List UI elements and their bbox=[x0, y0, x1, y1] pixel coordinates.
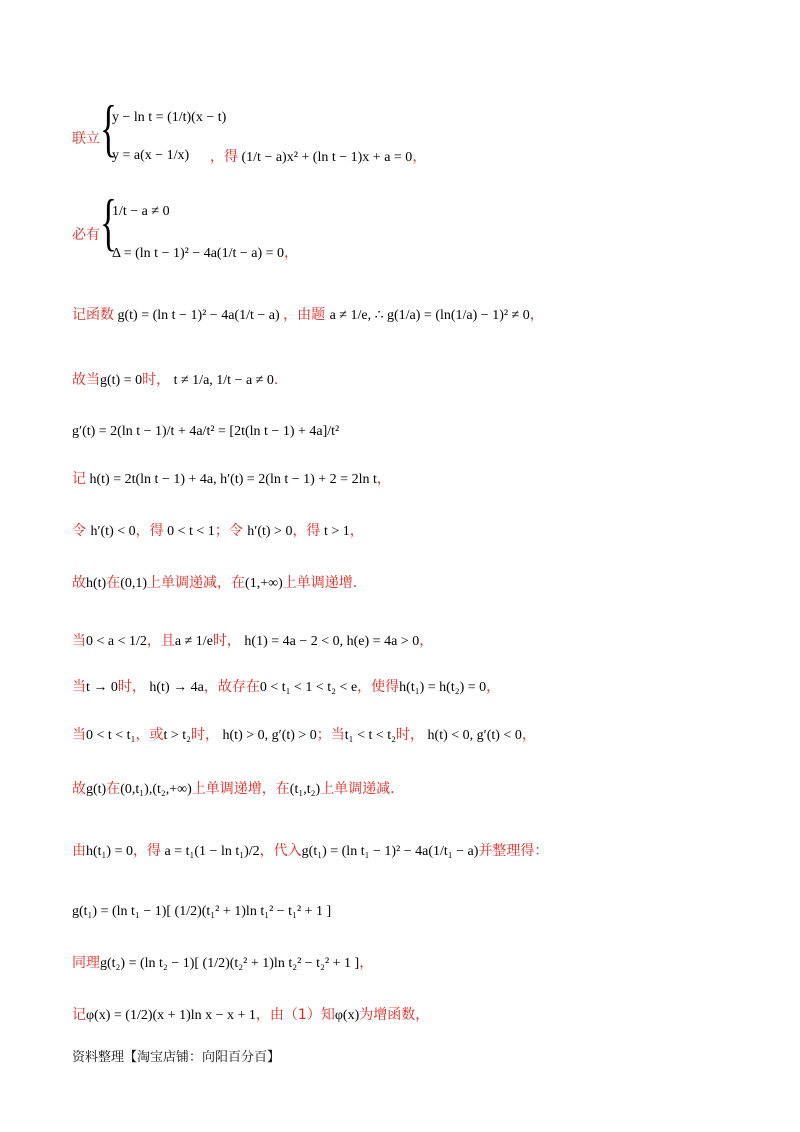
line-text-segment: ，使得 bbox=[357, 679, 400, 695]
math-expression: g(t) = (ln t − 1)² − 4a(1/t − a) bbox=[114, 308, 284, 323]
line-text-segment: ，由题 bbox=[283, 307, 330, 323]
line-text-segment: 时， bbox=[191, 727, 220, 743]
math-expression: y − ln t = (1/t)(x − t) bbox=[112, 110, 227, 125]
math-expression: φ(x) = (1/2)(x + 1)ln x − x + 1 bbox=[86, 1008, 256, 1023]
math-expression: h(t) → 4a bbox=[145, 680, 204, 695]
math-expression: g(t) bbox=[86, 782, 107, 797]
line-text-segment: 上单调递减，在 bbox=[147, 575, 246, 591]
line-text-segment: 记 bbox=[72, 1007, 86, 1023]
line-text-segment: 上单调递减. bbox=[320, 781, 395, 797]
equation-line bbox=[72, 422, 339, 440]
equation-line bbox=[112, 146, 189, 164]
text-line bbox=[72, 676, 500, 696]
line-text-segment: 当 bbox=[72, 633, 86, 649]
line-text-segment: 时， bbox=[396, 727, 425, 743]
math-expression: (0,t₁),(t₂,+∞) bbox=[120, 782, 192, 797]
line-text-segment: 为增函数， bbox=[359, 1007, 430, 1023]
line-text-segment: ， bbox=[376, 471, 391, 487]
math-expression: h(1) = 4a − 2 < 0, h(e) = 4a > 0 bbox=[240, 634, 420, 649]
text-line bbox=[210, 146, 426, 166]
math-expression: h(t) bbox=[86, 576, 107, 591]
line-text-segment: ，代入 bbox=[259, 843, 302, 859]
line-text-segment: ， bbox=[521, 727, 536, 743]
footer-source-note: 资料整理【淘宝店铺：向阳百分百】 bbox=[72, 1050, 281, 1065]
line-text-segment: . bbox=[273, 372, 279, 388]
math-expression: 0 < t < 1 bbox=[163, 524, 215, 539]
math-expression: h′(t) < 0 bbox=[90, 524, 136, 539]
line-text-segment: 上单调递增. bbox=[282, 575, 358, 591]
line-text-segment: 令 bbox=[72, 523, 91, 539]
line-text-segment: 当 bbox=[72, 727, 86, 743]
line-text-segment: 联立 bbox=[72, 131, 100, 147]
text-line bbox=[72, 572, 357, 592]
line-text-segment: 在 bbox=[106, 781, 121, 797]
line-text-segment: ， bbox=[419, 633, 434, 649]
math-expression: y = a(x − 1/x) bbox=[112, 148, 190, 163]
line-text-segment: ，且 bbox=[146, 633, 175, 649]
math-expression: t₁ < t < t₂ bbox=[344, 728, 397, 743]
system-brace-1: { bbox=[100, 92, 117, 163]
math-expression: h(t₁) = h(t₂) = 0 bbox=[399, 680, 487, 695]
text-line bbox=[72, 369, 278, 389]
equation-line bbox=[72, 902, 331, 920]
math-expression: 0 < a < 1/2 bbox=[86, 634, 147, 649]
math-expression: a ≠ 1/e, ∴ g(1/a) = (ln(1/a) − 1)² ≠ 0 bbox=[329, 308, 530, 323]
line-text-segment: 记函数 bbox=[72, 307, 114, 323]
math-expression: 0 < t < t₁ bbox=[86, 728, 136, 743]
line-text-segment: ， bbox=[486, 679, 501, 695]
math-expression: h′(t) > 0 bbox=[247, 524, 293, 539]
text-line bbox=[72, 724, 536, 744]
math-expression: t ≠ 1/a, 1/t − a ≠ 0 bbox=[170, 373, 274, 388]
math-expression: (t₁,t₂) bbox=[289, 782, 321, 797]
text-line bbox=[72, 778, 395, 798]
text-line bbox=[72, 630, 433, 650]
math-expression: g(t₁) = (ln t₁ − 1)[ (1/2)(t₁² + 1)ln t₁² − t₁² + 1 ] bbox=[72, 904, 332, 919]
math-expression: t > 1 bbox=[320, 524, 350, 539]
text-line bbox=[72, 304, 544, 324]
math-expression: (1/t − a)x² + (ln t − 1)x + a = 0 bbox=[238, 150, 413, 165]
text-line bbox=[72, 952, 373, 972]
math-expression: h(t) < 0, g′(t) < 0 bbox=[424, 728, 522, 743]
line-text-segment: ，得 bbox=[133, 843, 161, 859]
math-expression: a = t₁(1 − ln t₁)/2 bbox=[161, 844, 260, 859]
line-text-segment: ；令 bbox=[214, 523, 248, 539]
line-text-segment: 上单调递增，在 bbox=[191, 781, 290, 797]
line-text-segment: ， bbox=[359, 955, 374, 971]
line-text-segment: 时， bbox=[142, 372, 171, 388]
math-expression: g(t₁) = (ln t₁ − 1)² − 4a(1/t₁ − a) bbox=[301, 844, 479, 859]
text-line bbox=[72, 840, 548, 860]
line-text-segment: ，故存在 bbox=[203, 679, 260, 695]
math-expression: 1/t − a ≠ 0 bbox=[112, 204, 170, 219]
math-expression: Δ = (ln t − 1)² − 4a(1/t − a) = 0 bbox=[112, 246, 285, 261]
math-expression: (0,1) bbox=[120, 576, 148, 591]
line-text-segment: 必有 bbox=[72, 227, 100, 243]
equation-line bbox=[112, 242, 298, 262]
math-expression: g(t₂) = (ln t₂ − 1)[ (1/2)(t₂² + 1)ln t₂² − t₂² + 1 ] bbox=[100, 956, 360, 971]
line-text-segment: ， bbox=[284, 245, 299, 261]
line-text-segment: ， bbox=[412, 149, 427, 165]
math-expression: t > t₂ bbox=[163, 728, 192, 743]
line-text-segment: 故 bbox=[72, 781, 86, 797]
system-brace-2: { bbox=[100, 186, 117, 257]
line-text-segment: ， bbox=[529, 307, 544, 323]
line-text-segment: 当 bbox=[72, 679, 86, 695]
math-expression: t → 0 bbox=[86, 680, 118, 695]
line-text-segment: 记 bbox=[72, 471, 86, 487]
math-expression: 0 < t₁ < 1 < t₂ < e bbox=[259, 680, 358, 695]
line-text-segment: ，得 bbox=[135, 523, 164, 539]
line-text-segment: ，得 bbox=[292, 523, 321, 539]
math-expression: a ≠ 1/e bbox=[174, 634, 213, 649]
math-expression: g(t) = 0 bbox=[100, 373, 143, 388]
line-text-segment: ，或 bbox=[135, 727, 164, 743]
line-text-segment: 时， bbox=[117, 679, 146, 695]
line-text-segment: 故当 bbox=[72, 372, 100, 388]
math-expression: h(t) = 2t(ln t − 1) + 4a, h′(t) = 2(ln t − 1) + 2 = 2ln t bbox=[86, 472, 377, 487]
equation-line bbox=[112, 108, 226, 126]
line-text-segment: ，由（1）知 bbox=[255, 1007, 335, 1023]
math-expression: h(t) > 0, g′(t) > 0 bbox=[219, 728, 317, 743]
line-text-segment: 并整理得： bbox=[478, 843, 549, 859]
math-expression: φ(x) bbox=[334, 1008, 360, 1023]
line-text-segment: 故 bbox=[72, 575, 86, 591]
math-expression: (1,+∞) bbox=[245, 576, 283, 591]
line-text-segment: ， bbox=[349, 523, 364, 539]
text-line bbox=[72, 520, 364, 540]
line-text-segment: 在 bbox=[106, 575, 121, 591]
text-line bbox=[72, 128, 100, 148]
text-line bbox=[72, 1004, 429, 1024]
line-text-segment: 同理 bbox=[72, 955, 100, 971]
line-text-segment: 时， bbox=[212, 633, 241, 649]
equation-line bbox=[112, 202, 170, 220]
math-expression: g′(t) = 2(ln t − 1)/t + 4a/t² = [2t(ln t − 1) + 4a]/t² bbox=[72, 424, 340, 439]
text-line bbox=[72, 224, 100, 244]
math-expression: h(t₁) = 0 bbox=[86, 844, 133, 859]
line-text-segment: ，得 bbox=[210, 149, 238, 165]
text-line bbox=[72, 468, 391, 488]
line-text-segment: ；当 bbox=[316, 727, 345, 743]
line-text-segment: 由 bbox=[72, 843, 86, 859]
